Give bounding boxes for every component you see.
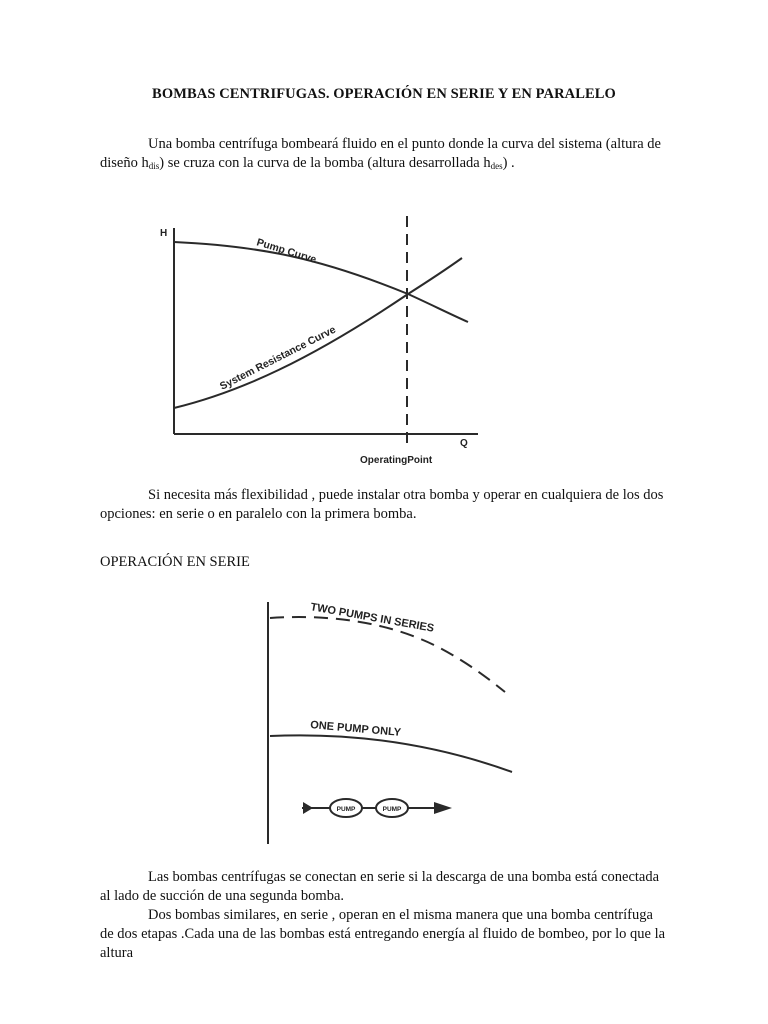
flow-arrow-out-icon — [434, 802, 452, 814]
system-curve-label: System Resistance Curve — [217, 323, 338, 393]
one-pump-curve — [270, 735, 512, 772]
two-pumps-curve — [270, 617, 505, 692]
pump-curve-line — [174, 242, 468, 322]
paragraph-series-definition — [100, 868, 670, 906]
operating-point-label: OperatingPoint — [360, 455, 433, 466]
pump2-label: PUMP — [382, 806, 402, 813]
intro-text-2: ) se cruza con la curva de la bomba (altura desarrollada h — [159, 155, 491, 171]
pump1-label: PUMP — [336, 806, 356, 813]
paragraph-similar-pumps — [100, 906, 670, 963]
figure-operating-point — [0, 0, 768, 480]
paragraph-flexibility — [100, 486, 670, 524]
y-axis-label: H — [160, 228, 168, 239]
subscript-dis: dis — [148, 161, 160, 171]
one-pump-label: ONE PUMP ONLY — [309, 719, 402, 739]
document-title: BOMBAS CENTRIFUGAS. OPERACIÓN EN SERIE Y EN PARALELO — [152, 86, 616, 102]
pump-curve-label: Pump Curve — [255, 236, 318, 266]
intro-text-3: ) . — [502, 155, 515, 171]
series-definition-text: Las bombas centrífugas se conectan en serie si la descarga de una bomba está conectada al lado de succión de una segunda bomba. — [100, 869, 660, 904]
two-pumps-label: TWO PUMPS IN SERIES — [309, 601, 435, 635]
similar-pumps-text: Dos bombas similares, en serie , operan en el misma manera que una bomba centrífuga de dos etapas .Cada una de las bombas está entregando energía al fluido de bombeo, por lo que la altura — [100, 907, 666, 961]
intro-text-1: Una bomba centrífuga bombeará fluido en el punto donde la curva del sistema (altura de diseño h — [100, 136, 661, 171]
flow-arrow-in-icon — [303, 802, 313, 814]
x-axis-label: Q — [460, 438, 468, 449]
section-heading-serie: OPERACIÓN EN SERIE — [100, 554, 250, 570]
subscript-des: des — [490, 161, 503, 171]
figure-pumps-in-series — [0, 580, 768, 880]
flexibility-text: Si necesita más flexibilidad , puede instalar otra bomba y operar en cualquiera de los dos opciones: en serie o en paralelo con la primera bomba. — [100, 487, 664, 522]
